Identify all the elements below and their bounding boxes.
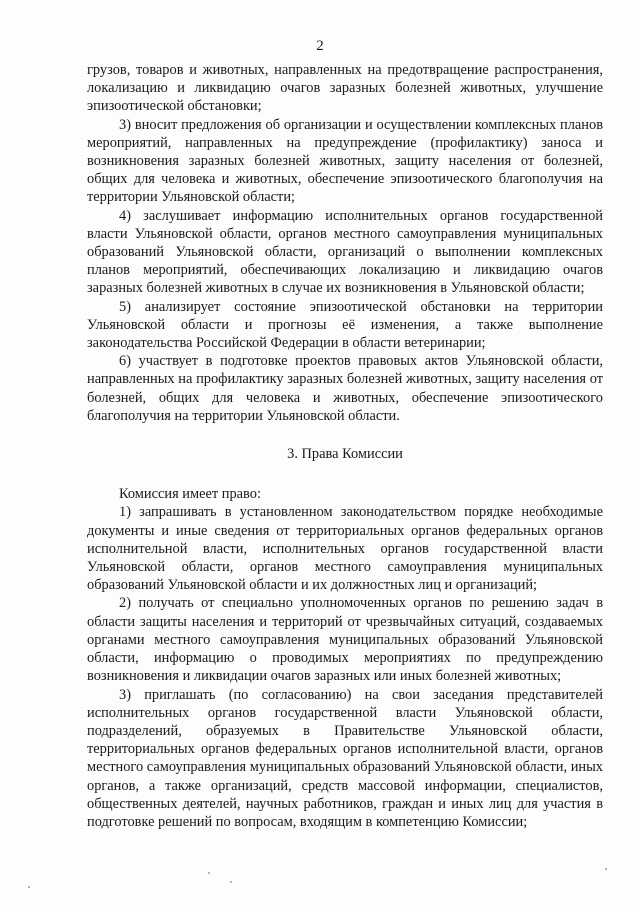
paragraph-item-3: 3) вносит предложения об организации и осуществлении комплексных планов мероприятий, направленных на предупреждение (профилактику) заноса и возникновения заразных болезней животных, защиту населения от болезней, общих для человека и животных, обеспечение эпизоотического благополучия на территории Ульяновской области; (87, 116, 603, 206)
rights-item-1: 1) запрашивать в установленном законодательством порядке необходимые документы и иные сведения от территориальных органов федеральных органов исполнительной власти, исполнительных органов государственной власти Ульяновской области, органов местного самоуправления муниципальных образований Ульяновской области и их должностных лиц и организаций; (87, 504, 603, 594)
paragraph-item-5: 5) анализирует состояние эпизоотической обстановки на территории Ульяновской области и прогнозы её изменения, а также выполнение законодательства Российской Федерации в области ветеринарии; (87, 298, 603, 352)
section-intro: Комиссия имеет право: (119, 486, 261, 503)
scan-speck (208, 872, 210, 874)
section-heading: 3. Права Комиссии (287, 446, 403, 463)
paragraph-continuation: грузов, товаров и животных, направленных на предотвращение распространения, локализацию и ликвидацию очагов заразных болезней животных, улучшение эпизоотической обстановки; (87, 62, 603, 115)
scan-speck (230, 881, 232, 883)
scan-speck (28, 886, 30, 888)
scan-speck (605, 868, 607, 870)
rights-item-2: 2) получать от специально уполномоченных органов по решению задач в области защиты населения и территорий от чрезвычайных ситуаций, создаваемых органами местного самоуправления муниципальных образований Ульяновской области, информацию о проводимых мероприятиях по предупреждению возникновения и ликвидации очагов заразных или иных болезней животных; (87, 595, 603, 685)
document-body (87, 61, 603, 831)
paragraph-item-6: 6) участвует в подготовке проектов правовых актов Ульяновской области, направленных на профилактику заразных болезней животных, защиту населения от болезней, общих для человека и животных, обеспечение эпизоотического благополучия на территории Ульяновской области. (87, 353, 603, 424)
paragraph-item-4: 4) заслушивает информацию исполнительных органов государственной власти Ульяновской области, органов местного самоуправления муниципальных образований Ульяновской области, организаций о выполнении комплексных планов мероприятий, обеспечивающих локализацию и ликвидацию очагов заразных болезней животных в случае их возникновения в Ульяновской области; (87, 207, 603, 297)
page-number: 2 (316, 38, 324, 54)
rights-item-3: 3) приглашать (по согласованию) на свои заседания представителей исполнительных органов государственной власти Ульяновской области, подразделений, образуемых в Правительстве Ульяновской области, территориальных органов федеральных органов исполнительной власти, органов местного самоуправления муниципальных образований Ульяновской области, иных органов, а также организаций, средств массовой информации, специалистов, общественных деятелей, научных работников, граждан и иных лиц для участия в подготовке решений по вопросам, входящим в компетенцию Комиссии; (87, 686, 603, 830)
